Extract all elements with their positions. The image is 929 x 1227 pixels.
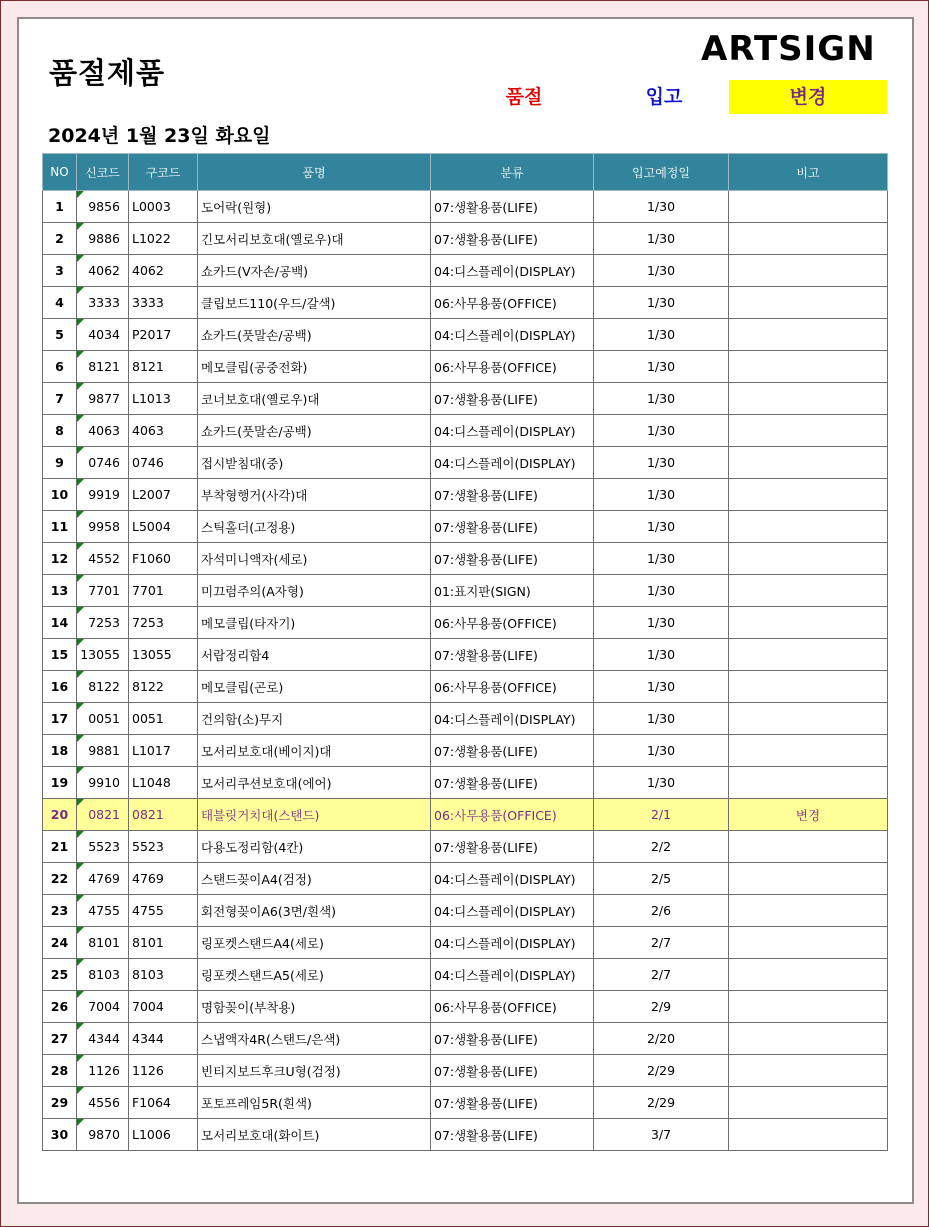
cell-note[interactable] [729,287,888,319]
cell-category[interactable]: 07:생활용품(LIFE) [431,383,594,415]
cell-new-code[interactable]: 0746 [77,447,129,479]
cell-arrival-date[interactable]: 1/30 [594,767,729,799]
col-header-new-code[interactable]: 신코드 [77,154,129,191]
cell-old-code[interactable]: 13055 [129,639,198,671]
cell-old-code[interactable]: L1017 [129,735,198,767]
cell-product-name[interactable]: 명함꽂이(부착용) [198,991,431,1023]
cell-new-code[interactable]: 8122 [77,671,129,703]
table-row[interactable] [43,671,888,703]
cell-note[interactable] [729,1023,888,1055]
table-row[interactable] [43,223,888,255]
cell-arrival-date[interactable]: 2/1 [594,799,729,831]
table-row[interactable] [43,575,888,607]
cell-no[interactable]: 29 [43,1087,77,1119]
cell-new-code[interactable]: 0051 [77,703,129,735]
cell-arrival-date[interactable]: 1/30 [594,415,729,447]
table-row[interactable] [43,895,888,927]
cell-arrival-date[interactable]: 2/7 [594,959,729,991]
legend-change: 변경 [729,80,887,114]
table-row[interactable] [43,543,888,575]
cell-note[interactable] [729,607,888,639]
cell-old-code[interactable]: F1064 [129,1087,198,1119]
cell-product-name[interactable]: 메모클립(곤로) [198,671,431,703]
cell-old-code[interactable]: 4769 [129,863,198,895]
cell-product-name[interactable]: 메모클립(타자기) [198,607,431,639]
cell-old-code[interactable]: L0003 [129,191,198,223]
cell-arrival-date[interactable]: 1/30 [594,511,729,543]
table-row[interactable] [43,831,888,863]
table-row[interactable] [43,351,888,383]
cell-note[interactable] [729,191,888,223]
cell-note[interactable] [729,415,888,447]
cell-new-code[interactable]: 9958 [77,511,129,543]
col-header-note[interactable]: 비고 [729,154,888,191]
cell-old-code[interactable]: 8101 [129,927,198,959]
cell-note[interactable] [729,223,888,255]
cell-product-name[interactable]: 포토프레임5R(흰색) [198,1087,431,1119]
cell-category[interactable]: 07:생활용품(LIFE) [431,1119,594,1151]
cell-product-name[interactable]: 스틱홀더(고정용) [198,511,431,543]
cell-old-code[interactable]: F1060 [129,543,198,575]
cell-product-name[interactable]: 회전형꽂이A6(3면/흰색) [198,895,431,927]
cell-arrival-date[interactable]: 1/30 [594,671,729,703]
cell-no[interactable]: 18 [43,735,77,767]
cell-arrival-date[interactable]: 2/5 [594,863,729,895]
cell-no[interactable]: 3 [43,255,77,287]
cell-new-code[interactable]: 7701 [77,575,129,607]
cell-new-code[interactable]: 8103 [77,959,129,991]
cell-new-code[interactable]: 4769 [77,863,129,895]
cell-product-name[interactable]: 도어락(원형) [198,191,431,223]
cell-no[interactable]: 28 [43,1055,77,1087]
cell-product-name[interactable]: 링포켓스탠드A5(세로) [198,959,431,991]
cell-note[interactable] [729,831,888,863]
cell-old-code[interactable]: 4755 [129,895,198,927]
cell-old-code[interactable]: L1013 [129,383,198,415]
cell-new-code[interactable]: 9919 [77,479,129,511]
cell-arrival-date[interactable]: 1/30 [594,351,729,383]
cell-category[interactable]: 04:디스플레이(DISPLAY) [431,895,594,927]
brand-logo: ARTSIGN [701,29,876,69]
product-table [42,153,888,1151]
cell-arrival-date[interactable]: 1/30 [594,575,729,607]
table-row[interactable] [43,319,888,351]
cell-product-name[interactable]: 클립보드110(우드/갈색) [198,287,431,319]
cell-no[interactable]: 21 [43,831,77,863]
cell-category[interactable]: 04:디스플레이(DISPLAY) [431,447,594,479]
cell-new-code[interactable]: 0821 [77,799,129,831]
cell-old-code[interactable]: L1022 [129,223,198,255]
cell-note[interactable] [729,735,888,767]
cell-new-code[interactable]: 7004 [77,991,129,1023]
cell-old-code[interactable]: 8103 [129,959,198,991]
cell-old-code[interactable]: 4344 [129,1023,198,1055]
cell-product-name[interactable]: 메모클립(공중전화) [198,351,431,383]
legend-soldout: 품절 [505,86,543,108]
cell-new-code[interactable]: 4344 [77,1023,129,1055]
cell-note[interactable] [729,895,888,927]
cell-product-name[interactable]: 쇼카드(풋말손/공백) [198,319,431,351]
cell-product-name[interactable]: 모서리보호대(베이지)대 [198,735,431,767]
legend-stock: 입고 [645,86,683,108]
cell-note[interactable] [729,511,888,543]
cell-new-code[interactable]: 8121 [77,351,129,383]
cell-no[interactable]: 27 [43,1023,77,1055]
cell-no[interactable]: 1 [43,191,77,223]
cell-arrival-date[interactable]: 2/29 [594,1087,729,1119]
cell-new-code[interactable]: 4556 [77,1087,129,1119]
cell-new-code[interactable]: 4034 [77,319,129,351]
cell-note[interactable] [729,255,888,287]
cell-arrival-date[interactable]: 1/30 [594,543,729,575]
table-row[interactable] [43,479,888,511]
cell-new-code[interactable]: 9870 [77,1119,129,1151]
table-row[interactable] [43,447,888,479]
cell-product-name[interactable]: 자석미니액자(세로) [198,543,431,575]
table-row[interactable] [43,511,888,543]
cell-no[interactable]: 12 [43,543,77,575]
cell-note[interactable] [729,671,888,703]
cell-new-code[interactable]: 4062 [77,255,129,287]
cell-old-code[interactable]: 0821 [129,799,198,831]
cell-arrival-date[interactable]: 2/29 [594,1055,729,1087]
col-header-arrival-date[interactable]: 입고예정일 [594,154,729,191]
cell-note[interactable]: 변경 [729,799,888,831]
cell-old-code[interactable]: 8122 [129,671,198,703]
cell-arrival-date[interactable]: 1/30 [594,383,729,415]
cell-product-name[interactable]: 코너보호대(옐로우)대 [198,383,431,415]
cell-note[interactable] [729,767,888,799]
table-row[interactable] [43,1023,888,1055]
cell-arrival-date[interactable]: 1/30 [594,191,729,223]
cell-category[interactable]: 04:디스플레이(DISPLAY) [431,319,594,351]
cell-arrival-date[interactable]: 2/9 [594,991,729,1023]
cell-note[interactable] [729,447,888,479]
cell-arrival-date[interactable]: 3/7 [594,1119,729,1151]
cell-category[interactable]: 07:생활용품(LIFE) [431,543,594,575]
cell-no[interactable]: 10 [43,479,77,511]
cell-new-code[interactable]: 9910 [77,767,129,799]
cell-category[interactable]: 06:사무용품(OFFICE) [431,351,594,383]
report-date: 2024년 1월 23일 화요일 [48,125,271,147]
cell-no[interactable]: 16 [43,671,77,703]
cell-arrival-date[interactable]: 1/30 [594,639,729,671]
cell-new-code[interactable]: 4552 [77,543,129,575]
cell-product-name[interactable]: 긴모서리보호대(옐로우)대 [198,223,431,255]
cell-category[interactable]: 06:사무용품(OFFICE) [431,671,594,703]
cell-note[interactable] [729,991,888,1023]
cell-arrival-date[interactable]: 1/30 [594,703,729,735]
cell-category[interactable]: 04:디스플레이(DISPLAY) [431,959,594,991]
cell-old-code[interactable]: L1006 [129,1119,198,1151]
cell-old-code[interactable]: 7004 [129,991,198,1023]
cell-note[interactable] [729,863,888,895]
cell-arrival-date[interactable]: 1/30 [594,287,729,319]
cell-no[interactable]: 20 [43,799,77,831]
cell-no[interactable]: 8 [43,415,77,447]
cell-note[interactable] [729,927,888,959]
cell-note[interactable] [729,1087,888,1119]
cell-product-name[interactable]: 링포켓스탠드A4(세로) [198,927,431,959]
table-row[interactable] [43,991,888,1023]
cell-note[interactable] [729,479,888,511]
cell-note[interactable] [729,959,888,991]
cell-no[interactable]: 4 [43,287,77,319]
table-row[interactable] [43,287,888,319]
cell-note[interactable] [729,351,888,383]
cell-no[interactable]: 2 [43,223,77,255]
cell-new-code[interactable]: 7253 [77,607,129,639]
cell-old-code[interactable]: 4062 [129,255,198,287]
cell-no[interactable]: 14 [43,607,77,639]
cell-category[interactable]: 04:디스플레이(DISPLAY) [431,255,594,287]
cell-product-name[interactable]: 모서리보호대(화이트) [198,1119,431,1151]
cell-product-name[interactable]: 모서리쿠션보호대(에어) [198,767,431,799]
cell-category[interactable]: 01:표지판(SIGN) [431,575,594,607]
cell-category[interactable]: 04:디스플레이(DISPLAY) [431,703,594,735]
cell-no[interactable]: 22 [43,863,77,895]
cell-no[interactable]: 25 [43,959,77,991]
cell-category[interactable]: 07:생활용품(LIFE) [431,1087,594,1119]
table-row[interactable] [43,1087,888,1119]
cell-category[interactable]: 06:사무용품(OFFICE) [431,287,594,319]
cell-no[interactable]: 7 [43,383,77,415]
table-row[interactable] [43,959,888,991]
cell-old-code[interactable]: 0051 [129,703,198,735]
cell-no[interactable]: 5 [43,319,77,351]
cell-product-name[interactable]: 쇼카드(풋말손/공백) [198,415,431,447]
cell-old-code[interactable]: 7701 [129,575,198,607]
cell-category[interactable]: 07:생활용품(LIFE) [431,479,594,511]
cell-arrival-date[interactable]: 2/6 [594,895,729,927]
cell-note[interactable] [729,575,888,607]
cell-category[interactable]: 07:생활용품(LIFE) [431,767,594,799]
cell-new-code[interactable]: 8101 [77,927,129,959]
cell-product-name[interactable]: 스냅액자4R(스탠드/은색) [198,1023,431,1055]
table-row[interactable] [43,255,888,287]
table-header-row [43,154,888,191]
table-row[interactable] [43,1119,888,1151]
cell-new-code[interactable]: 4755 [77,895,129,927]
cell-old-code[interactable]: L1048 [129,767,198,799]
cell-new-code[interactable]: 1126 [77,1055,129,1087]
cell-category[interactable]: 06:사무용품(OFFICE) [431,991,594,1023]
table-row[interactable] [43,735,888,767]
cell-category[interactable]: 04:디스플레이(DISPLAY) [431,415,594,447]
cell-old-code[interactable]: P2017 [129,319,198,351]
cell-product-name[interactable]: 서랍정리함4 [198,639,431,671]
cell-no[interactable]: 24 [43,927,77,959]
cell-new-code[interactable]: 9881 [77,735,129,767]
cell-product-name[interactable]: 건의함(소)무지 [198,703,431,735]
cell-category[interactable]: 04:디스플레이(DISPLAY) [431,863,594,895]
cell-arrival-date[interactable]: 1/30 [594,479,729,511]
cell-note[interactable] [729,1055,888,1087]
table-row[interactable] [43,767,888,799]
table-row[interactable] [43,607,888,639]
cell-no[interactable]: 11 [43,511,77,543]
cell-category[interactable]: 06:사무용품(OFFICE) [431,607,594,639]
cell-new-code[interactable]: 9877 [77,383,129,415]
cell-category[interactable]: 07:생활용품(LIFE) [431,831,594,863]
cell-no[interactable]: 6 [43,351,77,383]
cell-new-code[interactable]: 9886 [77,223,129,255]
cell-no[interactable]: 13 [43,575,77,607]
cell-arrival-date[interactable]: 1/30 [594,607,729,639]
cell-note[interactable] [729,319,888,351]
cell-product-name[interactable]: 부착형행거(사각)대 [198,479,431,511]
cell-arrival-date[interactable]: 1/30 [594,319,729,351]
cell-category[interactable]: 07:생활용품(LIFE) [431,223,594,255]
cell-arrival-date[interactable]: 1/30 [594,735,729,767]
cell-old-code[interactable]: 0746 [129,447,198,479]
cell-category[interactable]: 07:생활용품(LIFE) [431,639,594,671]
table-body [43,191,888,1151]
cell-arrival-date[interactable]: 2/7 [594,927,729,959]
cell-no[interactable]: 15 [43,639,77,671]
cell-note[interactable] [729,383,888,415]
table-row[interactable] [43,383,888,415]
cell-note[interactable] [729,543,888,575]
cell-product-name[interactable]: 접시받침대(중) [198,447,431,479]
cell-arrival-date[interactable]: 1/30 [594,255,729,287]
cell-new-code[interactable]: 5523 [77,831,129,863]
cell-no[interactable]: 9 [43,447,77,479]
table-row[interactable] [43,191,888,223]
cell-category[interactable]: 07:생활용품(LIFE) [431,1055,594,1087]
cell-arrival-date[interactable]: 2/2 [594,831,729,863]
cell-category[interactable]: 06:사무용품(OFFICE) [431,799,594,831]
cell-arrival-date[interactable]: 1/30 [594,447,729,479]
cell-old-code[interactable]: L2007 [129,479,198,511]
cell-old-code[interactable]: L5004 [129,511,198,543]
cell-new-code[interactable]: 9856 [77,191,129,223]
cell-no[interactable]: 26 [43,991,77,1023]
cell-note[interactable] [729,703,888,735]
table-row[interactable] [43,415,888,447]
cell-old-code[interactable]: 7253 [129,607,198,639]
cell-arrival-date[interactable]: 2/20 [594,1023,729,1055]
cell-no[interactable]: 30 [43,1119,77,1151]
cell-new-code[interactable]: 3333 [77,287,129,319]
cell-category[interactable]: 07:생활용품(LIFE) [431,511,594,543]
cell-no[interactable]: 17 [43,703,77,735]
col-header-product-name[interactable]: 품명 [198,154,431,191]
cell-old-code[interactable]: 5523 [129,831,198,863]
page-title: 품절제품 [49,56,166,90]
table-row[interactable] [43,863,888,895]
cell-product-name[interactable]: 쇼카드(V자손/공백) [198,255,431,287]
cell-product-name[interactable]: 미끄럼주의(A자형) [198,575,431,607]
col-header-old-code[interactable]: 구코드 [129,154,198,191]
cell-old-code[interactable]: 4063 [129,415,198,447]
cell-arrival-date[interactable]: 1/30 [594,223,729,255]
cell-product-name[interactable]: 다용도정리함(4칸) [198,831,431,863]
table-row[interactable] [43,799,888,831]
cell-old-code[interactable]: 8121 [129,351,198,383]
cell-product-name[interactable]: 태블릿거치대(스탠드) [198,799,431,831]
table-row[interactable] [43,703,888,735]
cell-old-code[interactable]: 3333 [129,287,198,319]
cell-category[interactable]: 07:생활용품(LIFE) [431,735,594,767]
table-row[interactable] [43,927,888,959]
cell-product-name[interactable]: 스탠드꽂이A4(검정) [198,863,431,895]
cell-product-name[interactable]: 빈티지보드후크U형(검정) [198,1055,431,1087]
cell-new-code[interactable]: 13055 [77,639,129,671]
cell-no[interactable]: 19 [43,767,77,799]
cell-category[interactable]: 07:생활용품(LIFE) [431,191,594,223]
cell-old-code[interactable]: 1126 [129,1055,198,1087]
cell-new-code[interactable]: 4063 [77,415,129,447]
col-header-no[interactable]: NO [43,154,77,191]
col-header-category[interactable]: 분류 [431,154,594,191]
cell-note[interactable] [729,639,888,671]
cell-category[interactable]: 07:생활용품(LIFE) [431,1023,594,1055]
table-row[interactable] [43,1055,888,1087]
table-row[interactable] [43,639,888,671]
cell-category[interactable]: 04:디스플레이(DISPLAY) [431,927,594,959]
sheet [17,17,914,1204]
cell-no[interactable]: 23 [43,895,77,927]
cell-note[interactable] [729,1119,888,1151]
